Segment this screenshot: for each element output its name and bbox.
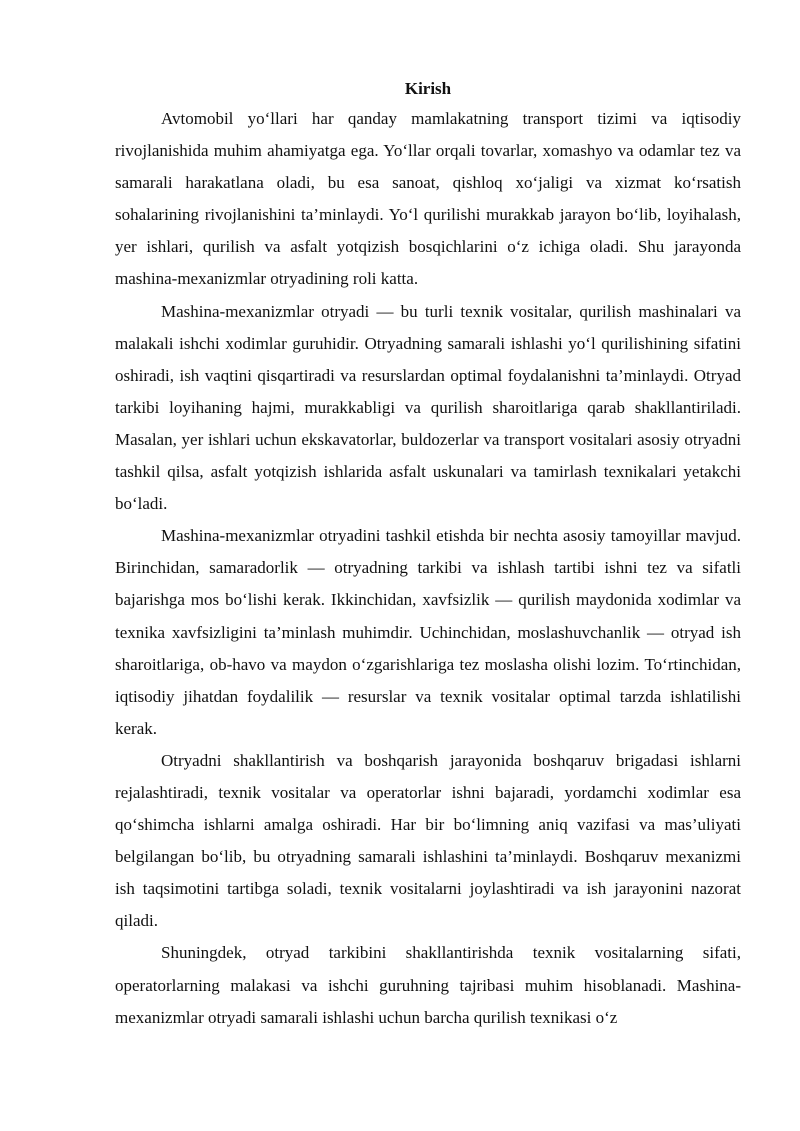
- document-page: [115, 75, 741, 1034]
- paragraph-management: Otryadni shakllantirish va boshqarish jarayonida boshqaruv brigadasi ishlarni rejalashtiradi, texnik vositalar va operatorlar ishni bajaradi, yordamchi xodimlar esa qo‘shimcha ishlarni amalga oshiradi. Har bir bo‘limning aniq vazifasi va mas’uliyati belgilangan bo‘lib, bu otryadning samarali ishlashini ta’minlaydi. Boshqaruv mexanizmi ish taqsimotini tartibga soladi, texnik vositalarni joylashtiradi va ish jarayonini nazorat qiladi.: [115, 750, 741, 931]
- paragraph-otryad-definition: Mashina-mexanizmlar otryadi — bu turli texnik vositalar, qurilish mashinalari va malakali ishchi xodimlar guruhidir. Otryadning samarali ishlashi yo‘l qurilishining sifatini oshiradi, ish vaqtini qisqartiradi va resurslardan optimal foydalanishni ta’minlaydi. Otryad tarkibi loyihaning hajmi, murakkabligi va qurilish sharoitlariga qarab shakllantiriladi. Masalan, yer ishlari uchun ekskavatorlar, buldozerlar va transport vositalari asosiy otryadni tashkil qilsa, asfalt yotqizish ishlarida asfalt uskunalari va tamirlash texnikalari yetakchi bo‘ladi.: [115, 301, 741, 514]
- page-title: Kirish: [404, 79, 452, 98]
- paragraph-intro: Avtomobil yo‘llari har qanday mamlakatning transport tizimi va iqtisodiy rivojlanishida muhim ahamiyatga ega. Yo‘llar orqali tovarlar, xomashyo va odamlar tez va samarali harakatlana oladi, bu esa sanoat, qishloq xo‘jaligi va xizmat ko‘rsatish sohalarining rivojlanishini ta’minlaydi. Yo‘l qurilishi murakkab jarayon bo‘lib, loyihalash, yer ishlari, qurilish va asfalt yotqizish bosqichlarini o‘z ichiga oladi. Shu jarayonda mashina-mexanizmlar otryadining roli katta.: [115, 109, 741, 289]
- paragraph-principles: Mashina-mexanizmlar otryadini tashkil etishda bir nechta asosiy tamoyillar mavjud. Birinchidan, samaradorlik — otryadning tarkibi va ishlash tartibi ishni tez va sifatli bajarishga mos bo‘lishi kerak. Ikkinchidan, xavfsizlik — qurilish maydonida xodimlar va texnika xavfsizligini ta’minlash muhimdir. Uchinchidan, moslashuvchanlik — otryad ish sharoitlariga, ob-havo va maydon o‘zgarishlariga tez moslasha olishi lozim. To‘rtinchidan, iqtisodiy jihatdan foydalilik — resurslar va texnik vositalar optimal tarzda ishlatilishi kerak.: [115, 526, 741, 738]
- paragraph-composition: Shuningdek, otryad tarkibini shakllantirishda texnik vositalarning sifati, operatorlarning malakasi va ishchi guruhning tajribasi muhim hisoblanadi. Mashina-mexanizmlar otryadi samarali ishlashi uchun barcha qurilish texnikasi o‘z: [115, 943, 741, 1027]
